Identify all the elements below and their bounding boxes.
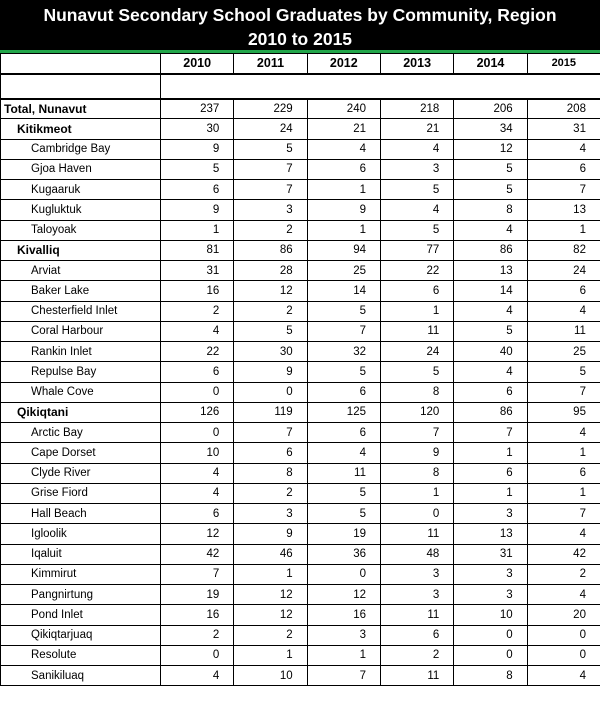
value-cell-2010: 30 xyxy=(161,119,234,139)
spacer-cell-wide xyxy=(161,74,600,99)
value-cell-2010: 9 xyxy=(161,200,234,220)
value-cell-2011: 12 xyxy=(234,281,307,301)
value-cell-2010: 6 xyxy=(161,362,234,382)
value-cell-2015: 4 xyxy=(527,301,600,321)
value-cell-2012: 6 xyxy=(307,159,380,179)
community-name-cell: Grise Fiord xyxy=(1,483,161,503)
community-name-cell: Gjoa Haven xyxy=(1,159,161,179)
community-name-cell: Rankin Inlet xyxy=(1,342,161,362)
community-row xyxy=(1,524,600,544)
value-cell-2010: 1 xyxy=(161,220,234,240)
region-row xyxy=(1,119,600,139)
value-cell-2013: 11 xyxy=(380,321,453,341)
value-cell-2014: 6 xyxy=(454,463,527,483)
region-name-cell: Kivalliq xyxy=(1,240,161,260)
value-cell-2012: 7 xyxy=(307,666,380,686)
value-cell-2013: 21 xyxy=(380,119,453,139)
community-row xyxy=(1,321,600,341)
value-cell-2011: 1 xyxy=(234,645,307,665)
value-cell-2013: 120 xyxy=(380,402,453,422)
value-cell-2012: 6 xyxy=(307,382,380,402)
value-cell-2013: 3 xyxy=(380,585,453,605)
value-cell-2011: 12 xyxy=(234,605,307,625)
value-cell-2013: 7 xyxy=(380,423,453,443)
value-cell-2013: 1 xyxy=(380,301,453,321)
total-row xyxy=(1,99,600,119)
value-cell-2011: 2 xyxy=(234,301,307,321)
value-cell-2013: 5 xyxy=(380,220,453,240)
value-cell-2011: 2 xyxy=(234,220,307,240)
community-name-cell: Kugluktuk xyxy=(1,200,161,220)
value-cell-2013: 218 xyxy=(380,99,453,119)
community-row xyxy=(1,200,600,220)
value-cell-2014: 34 xyxy=(454,119,527,139)
value-cell-2014: 8 xyxy=(454,666,527,686)
community-row xyxy=(1,159,600,179)
value-cell-2012: 1 xyxy=(307,645,380,665)
community-row xyxy=(1,342,600,362)
value-cell-2012: 32 xyxy=(307,342,380,362)
value-cell-2014: 13 xyxy=(454,524,527,544)
value-cell-2013: 5 xyxy=(380,362,453,382)
community-name-cell: Sanikiluaq xyxy=(1,666,161,686)
value-cell-2013: 6 xyxy=(380,625,453,645)
year-header-2011: 2011 xyxy=(234,54,307,74)
community-name-cell: Qikiqtarjuaq xyxy=(1,625,161,645)
table-title xyxy=(0,0,600,53)
value-cell-2014: 14 xyxy=(454,281,527,301)
value-cell-2011: 30 xyxy=(234,342,307,362)
community-row xyxy=(1,645,600,665)
value-cell-2014: 13 xyxy=(454,261,527,281)
community-name-cell: Igloolik xyxy=(1,524,161,544)
value-cell-2012: 25 xyxy=(307,261,380,281)
value-cell-2015: 4 xyxy=(527,524,600,544)
value-cell-2014: 206 xyxy=(454,99,527,119)
value-cell-2010: 4 xyxy=(161,321,234,341)
community-row xyxy=(1,180,600,200)
community-row xyxy=(1,564,600,584)
value-cell-2015: 1 xyxy=(527,483,600,503)
value-cell-2011: 24 xyxy=(234,119,307,139)
value-cell-2014: 3 xyxy=(454,504,527,524)
value-cell-2015: 6 xyxy=(527,463,600,483)
value-cell-2010: 10 xyxy=(161,443,234,463)
community-name-cell: Arviat xyxy=(1,261,161,281)
value-cell-2014: 5 xyxy=(454,180,527,200)
community-row xyxy=(1,301,600,321)
value-cell-2011: 8 xyxy=(234,463,307,483)
value-cell-2015: 95 xyxy=(527,402,600,422)
community-row xyxy=(1,585,600,605)
value-cell-2015: 13 xyxy=(527,200,600,220)
value-cell-2012: 7 xyxy=(307,321,380,341)
community-row xyxy=(1,544,600,564)
value-cell-2010: 12 xyxy=(161,524,234,544)
community-row xyxy=(1,281,600,301)
value-cell-2014: 31 xyxy=(454,544,527,564)
community-name-cell: Resolute xyxy=(1,645,161,665)
value-cell-2015: 208 xyxy=(527,99,600,119)
value-cell-2013: 48 xyxy=(380,544,453,564)
value-cell-2012: 5 xyxy=(307,362,380,382)
value-cell-2010: 7 xyxy=(161,564,234,584)
value-cell-2014: 4 xyxy=(454,220,527,240)
value-cell-2014: 8 xyxy=(454,200,527,220)
value-cell-2011: 86 xyxy=(234,240,307,260)
spacer-row xyxy=(1,74,600,99)
value-cell-2011: 46 xyxy=(234,544,307,564)
total-name-cell: Total, Nunavut xyxy=(1,99,161,119)
community-row xyxy=(1,362,600,382)
value-cell-2010: 9 xyxy=(161,139,234,159)
value-cell-2015: 4 xyxy=(527,139,600,159)
value-cell-2015: 7 xyxy=(527,504,600,524)
year-header-2014: 2014 xyxy=(454,54,527,74)
value-cell-2014: 4 xyxy=(454,362,527,382)
value-cell-2013: 11 xyxy=(380,666,453,686)
value-cell-2010: 19 xyxy=(161,585,234,605)
value-cell-2011: 229 xyxy=(234,99,307,119)
value-cell-2014: 7 xyxy=(454,423,527,443)
value-cell-2015: 6 xyxy=(527,159,600,179)
community-name-cell: Cape Dorset xyxy=(1,443,161,463)
value-cell-2012: 11 xyxy=(307,463,380,483)
value-cell-2014: 0 xyxy=(454,645,527,665)
value-cell-2010: 4 xyxy=(161,483,234,503)
value-cell-2010: 31 xyxy=(161,261,234,281)
value-cell-2015: 0 xyxy=(527,645,600,665)
value-cell-2013: 2 xyxy=(380,645,453,665)
region-name-cell: Kitikmeot xyxy=(1,119,161,139)
value-cell-2015: 31 xyxy=(527,119,600,139)
value-cell-2015: 5 xyxy=(527,362,600,382)
year-header-row xyxy=(1,54,600,74)
header-blank-cell xyxy=(1,54,161,74)
value-cell-2011: 9 xyxy=(234,524,307,544)
value-cell-2012: 6 xyxy=(307,423,380,443)
value-cell-2014: 6 xyxy=(454,382,527,402)
value-cell-2012: 5 xyxy=(307,504,380,524)
value-cell-2014: 3 xyxy=(454,564,527,584)
value-cell-2013: 6 xyxy=(380,281,453,301)
value-cell-2015: 1 xyxy=(527,220,600,240)
community-row xyxy=(1,504,600,524)
community-row xyxy=(1,220,600,240)
community-row xyxy=(1,483,600,503)
value-cell-2013: 4 xyxy=(380,200,453,220)
value-cell-2015: 82 xyxy=(527,240,600,260)
community-row xyxy=(1,382,600,402)
value-cell-2010: 16 xyxy=(161,605,234,625)
community-row xyxy=(1,463,600,483)
value-cell-2013: 0 xyxy=(380,504,453,524)
value-cell-2010: 2 xyxy=(161,625,234,645)
value-cell-2012: 240 xyxy=(307,99,380,119)
value-cell-2015: 24 xyxy=(527,261,600,281)
value-cell-2011: 3 xyxy=(234,504,307,524)
value-cell-2010: 81 xyxy=(161,240,234,260)
value-cell-2014: 1 xyxy=(454,443,527,463)
community-name-cell: Iqaluit xyxy=(1,544,161,564)
value-cell-2013: 8 xyxy=(380,463,453,483)
community-row xyxy=(1,666,600,686)
value-cell-2011: 0 xyxy=(234,382,307,402)
year-header-2013: 2013 xyxy=(380,54,453,74)
graduates-table xyxy=(0,53,600,686)
value-cell-2011: 10 xyxy=(234,666,307,686)
value-cell-2012: 19 xyxy=(307,524,380,544)
year-header-2010: 2010 xyxy=(161,54,234,74)
value-cell-2010: 16 xyxy=(161,281,234,301)
region-row xyxy=(1,240,600,260)
value-cell-2011: 2 xyxy=(234,483,307,503)
community-name-cell: Kugaaruk xyxy=(1,180,161,200)
value-cell-2011: 119 xyxy=(234,402,307,422)
value-cell-2010: 0 xyxy=(161,645,234,665)
value-cell-2014: 10 xyxy=(454,605,527,625)
value-cell-2010: 6 xyxy=(161,180,234,200)
community-name-cell: Taloyoak xyxy=(1,220,161,240)
value-cell-2014: 4 xyxy=(454,301,527,321)
value-cell-2015: 25 xyxy=(527,342,600,362)
value-cell-2015: 11 xyxy=(527,321,600,341)
community-name-cell: Pangnirtung xyxy=(1,585,161,605)
value-cell-2013: 11 xyxy=(380,524,453,544)
value-cell-2014: 12 xyxy=(454,139,527,159)
value-cell-2013: 5 xyxy=(380,180,453,200)
community-name-cell: Pond Inlet xyxy=(1,605,161,625)
value-cell-2012: 5 xyxy=(307,301,380,321)
community-row xyxy=(1,605,600,625)
community-name-cell: Coral Harbour xyxy=(1,321,161,341)
value-cell-2012: 125 xyxy=(307,402,380,422)
value-cell-2015: 2 xyxy=(527,564,600,584)
value-cell-2012: 5 xyxy=(307,483,380,503)
value-cell-2015: 20 xyxy=(527,605,600,625)
title-line-2: 2010 to 2015 xyxy=(247,29,353,49)
value-cell-2015: 7 xyxy=(527,382,600,402)
community-row xyxy=(1,443,600,463)
value-cell-2010: 237 xyxy=(161,99,234,119)
title-line-1: Nunavut Secondary School Graduates by Community, Region xyxy=(43,5,557,25)
region-row xyxy=(1,402,600,422)
region-name-cell: Qikiqtani xyxy=(1,402,161,422)
value-cell-2010: 126 xyxy=(161,402,234,422)
value-cell-2014: 86 xyxy=(454,240,527,260)
value-cell-2014: 3 xyxy=(454,585,527,605)
value-cell-2012: 94 xyxy=(307,240,380,260)
value-cell-2011: 9 xyxy=(234,362,307,382)
value-cell-2011: 28 xyxy=(234,261,307,281)
value-cell-2011: 6 xyxy=(234,443,307,463)
value-cell-2012: 1 xyxy=(307,220,380,240)
value-cell-2011: 2 xyxy=(234,625,307,645)
community-name-cell: Arctic Bay xyxy=(1,423,161,443)
value-cell-2011: 7 xyxy=(234,423,307,443)
value-cell-2011: 7 xyxy=(234,159,307,179)
community-name-cell: Hall Beach xyxy=(1,504,161,524)
year-header-2012: 2012 xyxy=(307,54,380,74)
value-cell-2015: 1 xyxy=(527,443,600,463)
value-cell-2015: 0 xyxy=(527,625,600,645)
value-cell-2013: 1 xyxy=(380,483,453,503)
value-cell-2012: 1 xyxy=(307,180,380,200)
value-cell-2012: 16 xyxy=(307,605,380,625)
value-cell-2013: 3 xyxy=(380,564,453,584)
community-name-cell: Chesterfield Inlet xyxy=(1,301,161,321)
value-cell-2010: 4 xyxy=(161,463,234,483)
value-cell-2012: 9 xyxy=(307,200,380,220)
community-row xyxy=(1,423,600,443)
community-name-cell: Repulse Bay xyxy=(1,362,161,382)
value-cell-2015: 4 xyxy=(527,585,600,605)
community-name-cell: Clyde River xyxy=(1,463,161,483)
value-cell-2015: 7 xyxy=(527,180,600,200)
value-cell-2014: 5 xyxy=(454,159,527,179)
value-cell-2011: 12 xyxy=(234,585,307,605)
value-cell-2010: 42 xyxy=(161,544,234,564)
value-cell-2013: 77 xyxy=(380,240,453,260)
value-cell-2014: 40 xyxy=(454,342,527,362)
value-cell-2012: 0 xyxy=(307,564,380,584)
community-row xyxy=(1,139,600,159)
value-cell-2010: 4 xyxy=(161,666,234,686)
value-cell-2011: 7 xyxy=(234,180,307,200)
value-cell-2014: 1 xyxy=(454,483,527,503)
value-cell-2015: 42 xyxy=(527,544,600,564)
value-cell-2013: 11 xyxy=(380,605,453,625)
value-cell-2011: 1 xyxy=(234,564,307,584)
value-cell-2010: 5 xyxy=(161,159,234,179)
value-cell-2010: 22 xyxy=(161,342,234,362)
value-cell-2012: 4 xyxy=(307,139,380,159)
value-cell-2011: 3 xyxy=(234,200,307,220)
value-cell-2014: 86 xyxy=(454,402,527,422)
value-cell-2015: 4 xyxy=(527,666,600,686)
value-cell-2012: 4 xyxy=(307,443,380,463)
value-cell-2012: 21 xyxy=(307,119,380,139)
community-name-cell: Kimmirut xyxy=(1,564,161,584)
value-cell-2010: 0 xyxy=(161,382,234,402)
value-cell-2011: 5 xyxy=(234,139,307,159)
value-cell-2014: 5 xyxy=(454,321,527,341)
value-cell-2015: 4 xyxy=(527,423,600,443)
value-cell-2010: 6 xyxy=(161,504,234,524)
value-cell-2010: 2 xyxy=(161,301,234,321)
value-cell-2013: 24 xyxy=(380,342,453,362)
value-cell-2014: 0 xyxy=(454,625,527,645)
value-cell-2013: 4 xyxy=(380,139,453,159)
value-cell-2013: 9 xyxy=(380,443,453,463)
value-cell-2011: 5 xyxy=(234,321,307,341)
year-header-2015: 2015 xyxy=(527,54,600,74)
value-cell-2013: 3 xyxy=(380,159,453,179)
community-row xyxy=(1,261,600,281)
value-cell-2010: 0 xyxy=(161,423,234,443)
value-cell-2015: 6 xyxy=(527,281,600,301)
value-cell-2012: 3 xyxy=(307,625,380,645)
value-cell-2012: 36 xyxy=(307,544,380,564)
value-cell-2013: 22 xyxy=(380,261,453,281)
community-name-cell: Baker Lake xyxy=(1,281,161,301)
value-cell-2012: 14 xyxy=(307,281,380,301)
community-name-cell: Cambridge Bay xyxy=(1,139,161,159)
value-cell-2013: 8 xyxy=(380,382,453,402)
spacer-cell xyxy=(1,74,161,99)
community-name-cell: Whale Cove xyxy=(1,382,161,402)
value-cell-2012: 12 xyxy=(307,585,380,605)
community-row xyxy=(1,625,600,645)
